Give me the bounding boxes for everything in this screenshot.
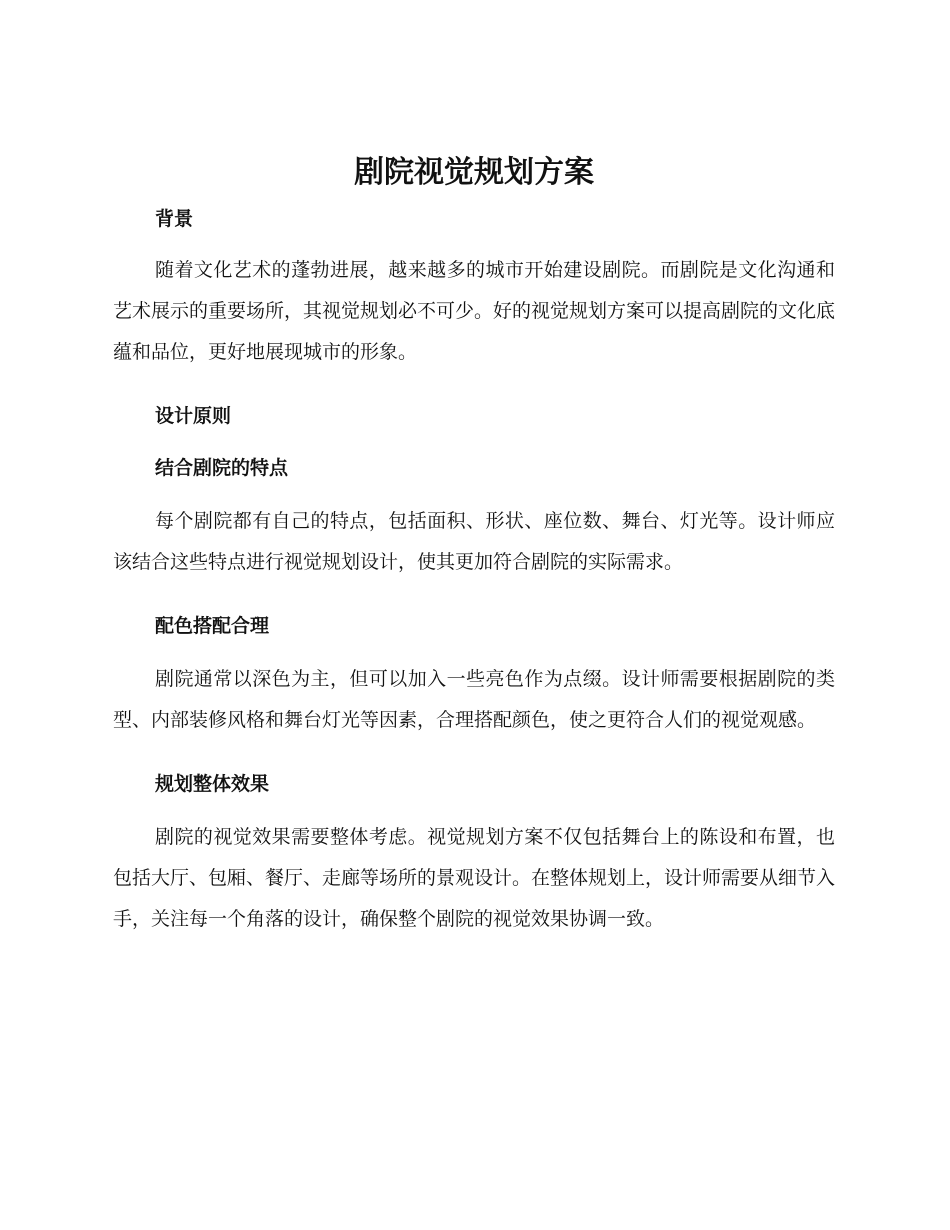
document-body [113,150,835,940]
section-heading-background: 背景 [155,208,194,230]
subsection-heading-feature: 结合剧院的特点 [155,457,289,479]
subsection-paragraph-color: 剧院通常以深色为主，但可以加入一些亮色作为点缀。设计师需要根据剧院的类型、内部装修风格和舞台灯光等因素，合理搭配颜色，使之更符合人们的视觉观感。 [113,668,835,731]
document-title: 剧院视觉规划方案 [354,155,594,190]
section-heading-principles: 设计原则 [155,405,232,427]
subsection-heading-color: 配色搭配合理 [155,615,270,637]
section-paragraph-background: 随着文化艺术的蓬勃进展，越来越多的城市开始建设剧院。而剧院是文化沟通和艺术展示的重要场所，其视觉规划必不可少。好的视觉规划方案可以提高剧院的文化底蕴和品位，更好地展现城市的形象。 [113,259,836,363]
subsection-paragraph-feature: 每个剧院都有自己的特点，包括面积、形状、座位数、舞台、灯光等。设计师应该结合这些特点进行视觉规划设计，使其更加符合剧院的实际需求。 [113,510,835,573]
subsection-paragraph-overall: 剧院的视觉效果需要整体考虑。视觉规划方案不仅包括舞台上的陈设和布置，也包括大厅、包厢、餐厅、走廊等场所的景观设计。在整体规划上，设计师需要从细节入手，关注每一个角落的设计，确保整个剧院的视觉效果协调一致。 [113,826,836,930]
subsection-heading-overall: 规划整体效果 [155,773,270,795]
